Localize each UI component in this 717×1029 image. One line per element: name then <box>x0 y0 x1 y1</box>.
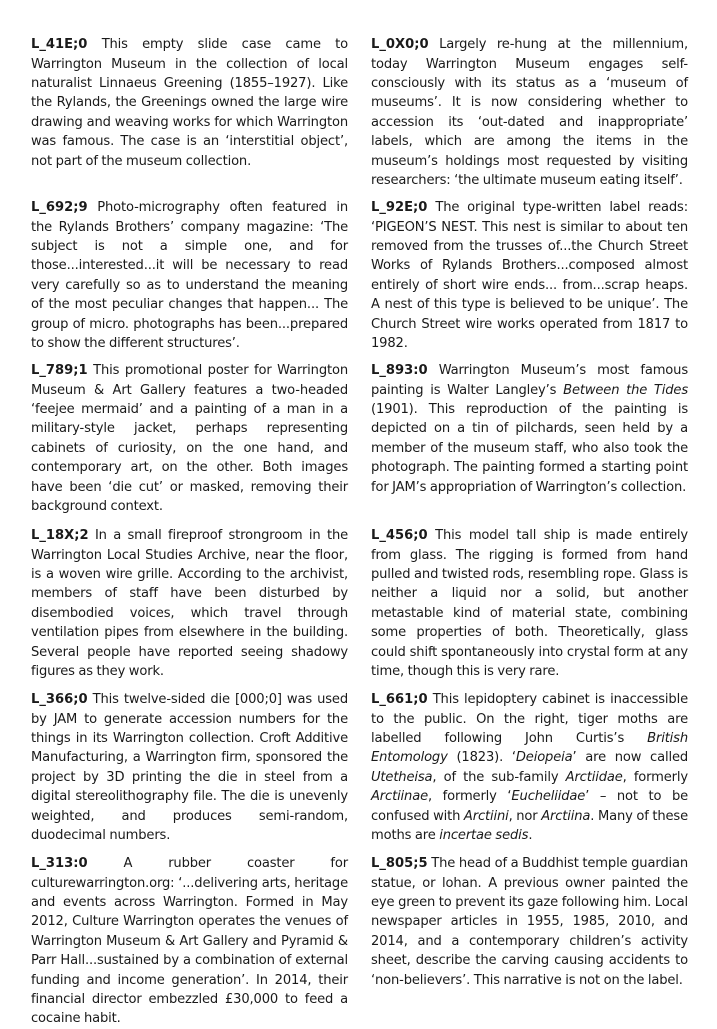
entry-text <box>31 528 348 679</box>
accession-code: L_692;9 <box>31 200 88 216</box>
text-run: . Many of these moths are <box>371 808 688 843</box>
text-run: This twelve-sided die [000;0] was used by JAM to generate accession numbers for the things in its Warrington collection. Croft Additive Manufacturing, a Warrington firm, sponsored the project by 3D printing the die in steel from a digital stereolithography file. The die is unevenly weighted, and produces semi-random, duodecimal numbers. <box>31 692 348 843</box>
italic-text: Arctiini <box>463 808 509 824</box>
text-run: (1901). This reproduction of the painting is depicted on a tin of pilchards, seen held by a member of the museum staff, who also took the photograph. The painting formed a starting point for JAM’s appropriation of Warrington’s collection. <box>371 401 688 495</box>
entry-text <box>371 37 688 188</box>
text-run: , nor <box>508 808 542 824</box>
italic-text: Arctiidae <box>565 769 623 785</box>
label-entry <box>31 35 348 171</box>
accession-code: L_789;1 <box>31 363 88 379</box>
label-entry <box>371 35 688 190</box>
label-entry <box>31 690 348 845</box>
text-run: , formerly <box>622 769 689 785</box>
document-page <box>31 22 691 1027</box>
text-run: Largely re-hung at the millennium, today Warrington Museum engages self-consciously with its status as a ‘museum of museums’. It is now considering whether to accession its ‘out-dated and inappropriate’ labels, which are among the items in the museum’s holdings most requested by visiting researchers: ‘the ultimate museum eating itself’. <box>371 37 688 188</box>
text-run: The original type-written label reads: ‘PIGEON’S NEST. This nest is similar to about ten removed from the trusses of...the Church Street Works of Rylands Brothers...composed almost entirely of short wire ends... from...scrap heaps. A nest of this type is believed to be unique’. The Church Street wire works operated from 1817 to 1982. <box>371 200 688 351</box>
accession-code: L_661;0 <box>371 692 428 708</box>
accession-code: L_456;0 <box>371 528 428 544</box>
italic-text: Utetheisa <box>371 769 433 785</box>
text-run: This empty slide case came to Warrington Museum in the collection of local naturalist Linnaeus Greening (1855–1927). Like the Rylands, the Greenings owned the large wire drawing and weaving works for which Warrington was famous. The case is an ‘interstitial object’, not part of the museum collection. <box>31 37 348 169</box>
text-run: , of the sub-family <box>432 769 566 785</box>
text-run: ’ are now called <box>572 750 689 766</box>
accession-code: L_893:0 <box>371 363 428 379</box>
entry-text <box>31 37 348 168</box>
entry-text <box>371 856 688 987</box>
entry-text <box>31 692 348 843</box>
text-run: Warrington Museum’s most famous painting is Walter Langley’s <box>371 363 688 398</box>
label-entry <box>371 198 688 353</box>
accession-code: L_18X;2 <box>31 528 89 544</box>
label-entry <box>31 198 348 353</box>
label-entry <box>31 854 348 1029</box>
text-run: ’ – not to be confused with <box>371 789 689 824</box>
accession-code: L_0X0;0 <box>371 37 429 53</box>
label-entry <box>371 854 688 990</box>
text-run: The head of a Buddhist temple guardian statue, or lohan. A previous owner painted the eye green to prevent its gaze following him. Local newspaper articles in 1955, 1985, 2010, and 2014, and a contemporary children’s activity sheet, describe the carving causing accidents to ‘non-believers’. This narrative is not on the label. <box>371 856 688 988</box>
entry-text <box>31 200 348 351</box>
accession-code: L_41E;0 <box>31 37 88 53</box>
italic-text: Eucheliidae <box>511 789 586 805</box>
italic-text: Deiopeia <box>515 750 573 766</box>
text-run: , formerly ‘ <box>427 789 512 805</box>
accession-code: L_805;5 <box>371 856 428 872</box>
accession-code: L_313:0 <box>31 856 88 872</box>
italic-text: Arctiinae <box>371 789 428 805</box>
italic-text: Between the Tides <box>563 382 688 398</box>
text-run: . <box>528 827 533 843</box>
accession-code: L_366;0 <box>31 692 88 708</box>
entry-text <box>31 856 348 1026</box>
label-entry <box>31 361 348 516</box>
text-run: This model tall ship is made entirely from glass. The rigging is formed from hand pulled and twisted rods, resembling rope. Glass is neither a liquid nor a solid, but another metastable kind of material state, combining some properties of both. Theoretically, glass could shift spontaneously into crystal form at any time, though this is very rare. <box>371 528 688 679</box>
entry-text <box>371 692 688 843</box>
label-entry <box>371 361 688 497</box>
entry-text <box>371 363 688 494</box>
label-entry <box>31 526 348 681</box>
text-run: This lepidoptery cabinet is inaccessible to the public. On the right, tiger moths are labelled following John Curtis’s <box>371 692 688 746</box>
accession-code: L_92E;0 <box>371 200 428 216</box>
entry-text <box>371 200 688 351</box>
text-run: A rubber coaster for culturewarrington.org: ‘...delivering arts, heritage and events across Warrington. Formed in May 2012, Culture Warrington operates the venues of Warrington Museum & Art Gallery and Pyramid & Parr Hall...sustained by a combination of external funding and income generation’. In 2014, their financial director embezzled £30,000 to feed a cocaine habit. <box>31 856 348 1027</box>
italic-text: British Entomology <box>371 730 688 766</box>
text-run: (1823). ‘ <box>447 750 516 766</box>
label-entry <box>371 690 688 845</box>
text-run: Photo-micrography often featured in the Rylands Brothers’ company magazine: ‘The subject is not a simple one, and for those...interested...it will be necessary to read very carefully so as to understand the meaning of the most peculiar changes that happen... The group of micro. photographs has been...prepared to show the different structures’. <box>31 200 348 351</box>
entry-text <box>371 528 688 679</box>
label-entry <box>371 526 688 681</box>
text-run: This promotional poster for Warrington Museum & Art Gallery features a two-headed ‘feejee mermaid’ and a painting of a man in a military-style jacket, perhaps representing cabinets of curiosity, on the one hand, and contemporary art, on the other. Both images have been ‘die cut’ or masked, removing their background context. <box>31 363 348 514</box>
italic-text: incertae sedis <box>439 827 529 843</box>
italic-text: Arctiina <box>541 808 591 824</box>
text-run: In a small fireproof strongroom in the Warrington Local Studies Archive, near the floor, is a woven wire grille. According to the archivist, members of staff have been disturbed by disembodied voices, which travel through ventilation pipes from elsewhere in the building. Several people have reported seeing shadowy figures as they work. <box>31 528 348 679</box>
entry-text <box>31 363 348 514</box>
